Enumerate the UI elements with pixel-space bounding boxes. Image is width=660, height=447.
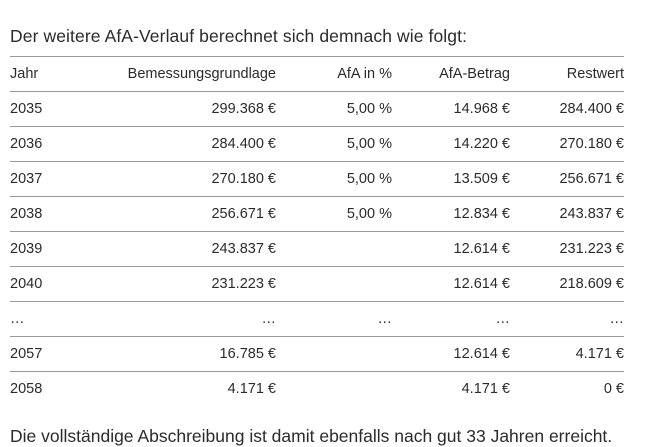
cell-year: 2057 [10,346,43,362]
cell-rest: 0 € [603,381,624,397]
header-base: Bemessungsgrundlage [127,66,276,82]
cell-amount: 4.171 € [461,381,510,397]
cell-base: 299.368 € [211,101,276,117]
cell-rate [276,337,392,372]
cell-year: 2036 [10,136,43,152]
table-row [10,92,624,127]
cell-rate: 5,00 % [346,206,392,222]
cell-rate: 5,00 % [346,101,392,117]
cell-base: … [261,311,276,327]
cell-base: 284.400 € [211,136,276,152]
cell-rate: 5,00 % [346,136,392,152]
cell-amount: 12.614 € [453,276,510,292]
table-row [10,337,624,372]
cell-base: 231.223 € [211,276,276,292]
cell-rest: 231.223 € [559,241,624,257]
cell-amount: 14.968 € [453,101,510,117]
header-rate: AfA in % [337,66,392,82]
header-rest: Restwert [566,66,624,82]
table-row [10,197,624,232]
cell-rest: 218.609 € [559,276,624,292]
intro-paragraph: Der weitere AfA-Verlauf berechnet sich demnach wie folgt: [10,25,468,46]
cell-year: 2040 [10,276,43,292]
cell-base: 4.171 € [227,381,276,397]
cell-rate: 5,00 % [346,171,392,187]
table-row [10,162,624,197]
cell-rest: 270.180 € [559,136,624,152]
table-body [10,92,624,407]
header-row [10,57,624,92]
cell-base: 256.671 € [211,206,276,222]
cell-amount: 12.614 € [453,241,510,257]
cell-rest: 4.171 € [575,346,624,362]
cell-rest: 284.400 € [559,101,624,117]
cell-amount: 14.220 € [453,136,510,152]
table-row [10,127,624,162]
cell-year: 2035 [10,101,43,117]
cell-amount: 12.834 € [453,206,510,222]
table-header [10,57,624,92]
cell-rate [276,372,392,407]
cell-rate [276,232,392,267]
table-row [10,232,624,267]
outro-paragraph: Die vollständige Abschreibung ist damit ebenfalls nach gut 33 Jahren erreicht. [10,425,613,446]
cell-rate [276,267,392,302]
header-amount: AfA-Betrag [439,66,510,82]
cell-rest: 243.837 € [559,206,624,222]
cell-amount: … [495,311,510,327]
cell-year: 2058 [10,381,43,397]
cell-year: 2038 [10,206,43,222]
cell-base: 270.180 € [211,171,276,187]
header-year: Jahr [10,66,39,82]
cell-year: … [10,311,25,327]
cell-amount: 13.509 € [453,171,510,187]
table-row-ellipsis [10,302,624,337]
cell-rate: … [377,311,392,327]
cell-rest: 256.671 € [559,171,624,187]
table-row [10,267,624,302]
cell-year: 2037 [10,171,43,187]
cell-base: 16.785 € [219,346,276,362]
table-row [10,372,624,407]
cell-rest: … [609,311,624,327]
cell-year: 2039 [10,241,43,257]
cell-base: 243.837 € [211,241,276,257]
depreciation-table [10,56,624,406]
cell-amount: 12.614 € [453,346,510,362]
